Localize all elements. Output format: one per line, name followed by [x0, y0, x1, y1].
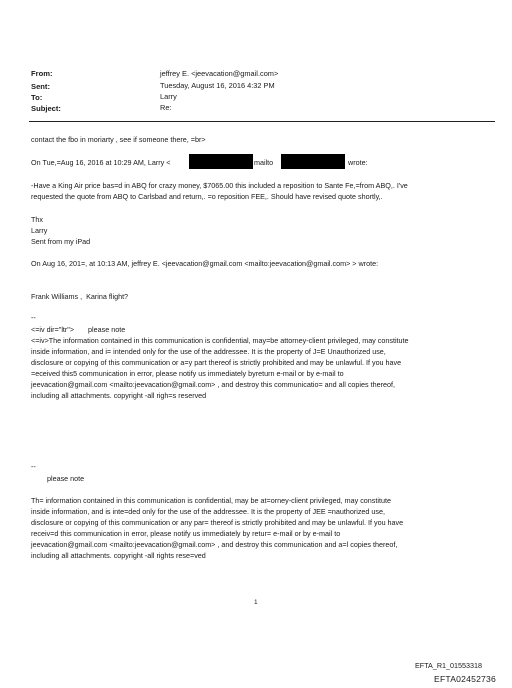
- body-larry: Larry: [31, 226, 48, 235]
- subject-value: Re:: [160, 103, 172, 112]
- body-thx: Thx: [31, 215, 43, 224]
- notice-1-line-6: including all attachments. copyright -all righ=s reserved: [31, 391, 207, 400]
- bates-number-primary: EFTA_R1_01553318: [415, 661, 482, 670]
- body-king-air-1: -Have a King Air price bas=d in ABQ for crazy money, $7065.00 this included a reposition to Sante Fe,=from ABQ,. I've: [31, 181, 408, 190]
- body-please-note: please note: [47, 474, 85, 483]
- notice-1-line-2: inside information, and i= intended only for the use of the addressee. It is the property of J=E Unauthorized use,: [31, 347, 386, 356]
- notice-2-line-5: jeevacation@gmail.com <mailto:jeevacation@gmail.com> , and destroy this communication and a=l copies thereof,: [31, 540, 398, 549]
- to-label: To:: [31, 93, 43, 102]
- notice-2-line-4: receiv=d this communication in error, please notify us immediately by retur= e-mail or by e-mail to: [31, 529, 341, 538]
- notice-1-line-4: =eceived this5 communication in error, please notify us immediately byreturn e-mail or by e-mail to: [31, 369, 344, 378]
- body-sent-from: Sent from my iPad: [31, 237, 91, 246]
- body-on-tue-prefix: On Tue,=Aug 16, 2016 at 10:29 AM, Larry <: [31, 158, 171, 167]
- redaction-box: [281, 154, 345, 169]
- to-value: Larry: [160, 92, 177, 101]
- notice-2-line-3: disclosure or copying of this communication or any par= thereof is strictly prohibited and may be unlawful. If you have: [31, 518, 404, 527]
- body-line-contact: contact the fbo in moriarty , see if someone there, =br>: [31, 135, 206, 144]
- notice-1-line-5: jeevacation@gmail.com <mailto:jeevacation@gmail.com> , and destroy this communicatio= and all copies thereof,: [31, 380, 395, 389]
- notice-1-line-1: <=iv>The information contained in this communication is confidential, may=be attorney-client privileged, may constitute: [31, 336, 409, 345]
- subject-label: Subject:: [31, 104, 61, 113]
- redaction-box: [189, 154, 253, 169]
- notice-2-line-1: Th= information contained in this communication is confidential, may be at=orney-client privileged, may constitute: [31, 496, 391, 505]
- body-div-line: <=iv dir="ltr"> please note: [31, 325, 126, 334]
- body-dash-1: --: [31, 313, 36, 322]
- notice-2-line-6: including all attachments. copyright -all rights rese=ved: [31, 551, 206, 560]
- body-on-aug: On Aug 16, 201=, at 10:13 AM, jeffrey E. <jeevacation@gmail.com <mailto:jeevacation@gmail.com> > wrote:: [31, 259, 379, 268]
- notice-1-line-3: disclosure or copying of this communication or a=y part thereof is strictly prohibited and may be unlawful. If you have: [31, 358, 402, 367]
- body-wrote-suffix: wrote:: [348, 158, 368, 167]
- from-label: From:: [31, 69, 53, 78]
- notice-2-line-2: inside information, and is inte=ded only for the use of the addressee. It is the property of JEE =nauthorized use,: [31, 507, 385, 516]
- from-value: jeffrey E. <jeevacation@gmail.com>: [160, 69, 279, 78]
- header-divider: [29, 121, 495, 122]
- sent-label: Sent:: [31, 82, 50, 91]
- body-mailto-fragment: mailto: [254, 158, 274, 167]
- body-king-air-2: requested the quote from ABQ to Carlsbad and return,. =o reposition FEE,. Should have revised quote shortly,.: [31, 192, 383, 201]
- body-dash-2: --: [31, 462, 36, 471]
- sent-value: Tuesday, August 16, 2016 4:32 PM: [160, 81, 275, 90]
- bates-number-secondary: EFTA02452736: [434, 674, 496, 684]
- body-frank: Frank Williams , Karina flight?: [31, 292, 129, 301]
- page-number: 1: [254, 599, 258, 606]
